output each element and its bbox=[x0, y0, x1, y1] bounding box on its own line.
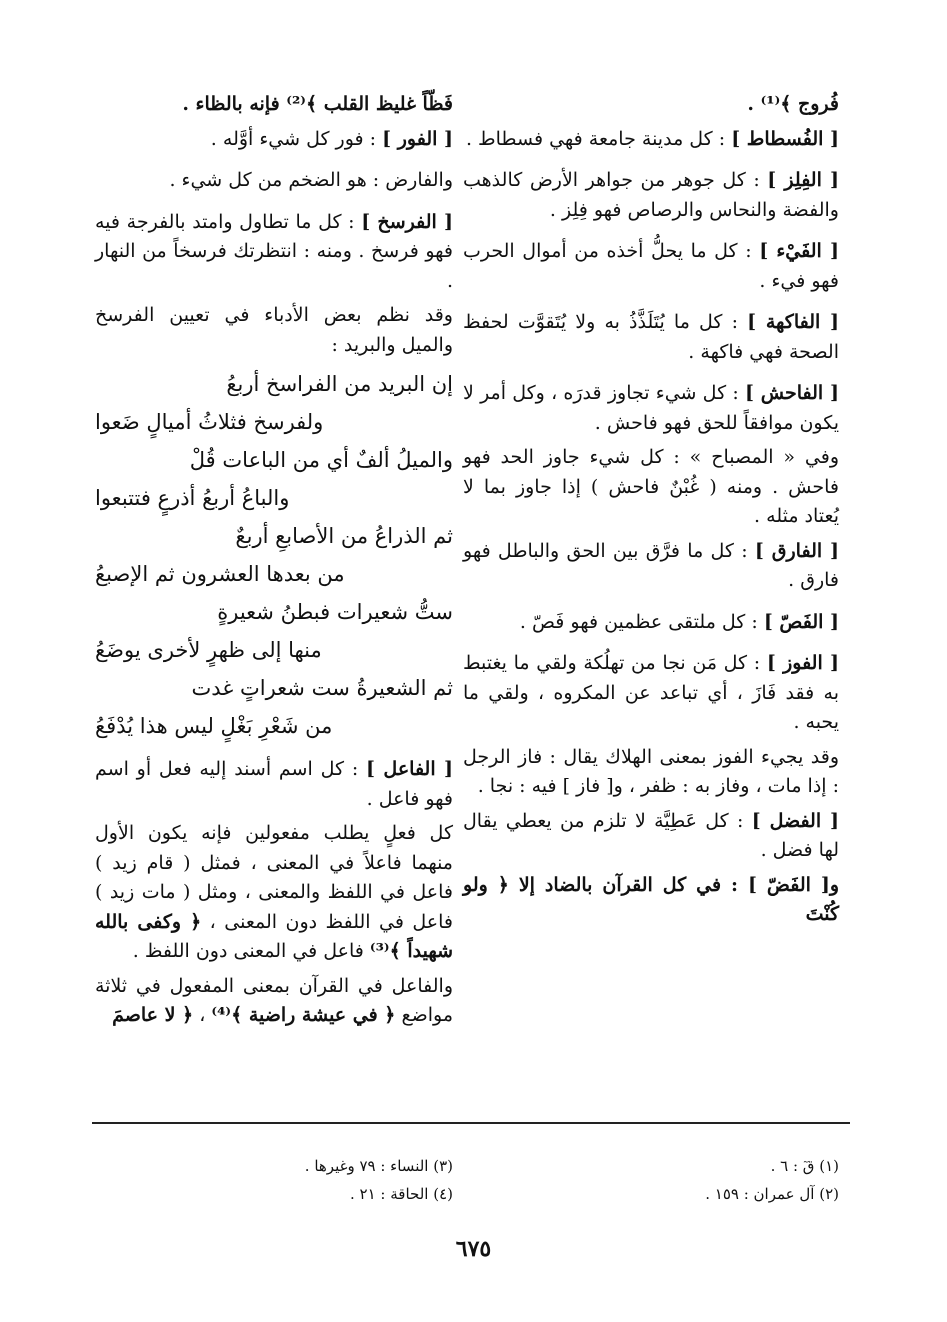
poem-hemistich: والميلُ ألفٌ أي من الباعات قُلْ bbox=[189, 448, 453, 472]
footnote: (٣) النساء : ٧٩ وغيرها . bbox=[304, 1157, 453, 1175]
entry-continuation-left: فَظّاً غليظ القلب ﴾⁽²⁾ فإنه بالظاء . bbox=[182, 93, 453, 115]
entry-text: : كل ملتقى عظمين فهو فَصّ . bbox=[519, 610, 764, 633]
entry-fahish bbox=[463, 379, 839, 438]
footnote-divider bbox=[92, 1122, 850, 1124]
entry-text: : فور كل شيء أوَّله . bbox=[210, 127, 383, 150]
entry-farsakh bbox=[95, 208, 453, 297]
entry-text: : كل جوهر من جواهر الأرض كالذهب والفضة والنحاس والرصاص فهو فِلِز . bbox=[463, 169, 839, 221]
entry-text: : كل ما فرَّق بين الحق والباطل فهو فارق . bbox=[463, 539, 839, 591]
entry-text: : كل مدينة جامعة فهي فسطاط . bbox=[465, 127, 732, 150]
entry-fass bbox=[463, 608, 839, 638]
quran-quote: ﴿ وكفى بالله شهيداً ﴾⁽³⁾ bbox=[95, 910, 453, 962]
entry-fakiha bbox=[463, 308, 839, 367]
entry-text: وقد يجيء الفوز بمعنى الهلاك يقال : فاز الرجل : إذا مات ، وفاز به : ظفر ، و[ فاز ] فيه : نجا . bbox=[463, 745, 839, 797]
poem-hemistich: ستُّ شعيرات فبطنُ شعيرةٍ bbox=[217, 600, 453, 624]
quran-quote: ﴿ في عيشة راضية ﴾⁽⁴⁾ bbox=[211, 1004, 396, 1026]
entry-farid bbox=[95, 166, 453, 196]
entry-fay bbox=[463, 237, 839, 296]
entry-term: [ الفاعل ] bbox=[366, 758, 454, 780]
page-number: ٦٧٥ bbox=[455, 1236, 492, 1262]
entry-text: وقد نظم بعض الأدباء في تعيين الفرسخ والميل والبريد : bbox=[95, 304, 453, 356]
entry-term: [ الفارق ] bbox=[754, 539, 839, 562]
entry-filiz bbox=[463, 166, 839, 225]
entry-text: كل فعلٍ يطلب مفعولين فإنه يكون الأول منهما فاعلاً في المعنى ، فمثل ( قام زيد ) فاعل في اللفظ والمعنى ، ومثل ( مات زيد ) فاعل في اللفظ دون المعنى ، bbox=[95, 822, 453, 933]
entry-faail bbox=[95, 755, 453, 814]
entry-nazm bbox=[95, 301, 453, 360]
entry-text: و[ الفَضّ ] : في كل القرآن بالضاد إلا ﴿ ولو كُنْتَ bbox=[463, 873, 839, 925]
footnote: (٤) الحاقة : ٢١ . bbox=[349, 1185, 453, 1203]
right-column bbox=[463, 90, 839, 942]
poem-hemistich: من بعدها العشرون ثم الإصبعُ bbox=[95, 562, 345, 586]
poem-hemistich: من شَعْرِ بَغْلٍ ليس هذا يُدْفَعُ bbox=[95, 714, 333, 738]
entry-term: [ الفضل ] bbox=[751, 809, 839, 832]
entry-term: [ الفُسطاط ] bbox=[731, 127, 839, 150]
poem bbox=[95, 365, 453, 745]
entry-fawr bbox=[95, 125, 453, 155]
left-column bbox=[95, 90, 453, 1043]
entry-term: [ الفَصّ ] bbox=[763, 610, 839, 633]
poem-hemistich: منها إلى ظهرٍ لأخرى يوضَعُ bbox=[95, 638, 322, 662]
poem-hemistich: ثم الشعيرةُ ست شعراتٍ غدت bbox=[191, 676, 453, 700]
entry-fadl bbox=[463, 807, 839, 866]
entry-misbah bbox=[463, 443, 839, 532]
poem-hemistich: ثم الذراعُ من الأصابعِ أربعٌ bbox=[235, 524, 453, 548]
entry-continuation: فُروج ﴾⁽¹⁾ . bbox=[747, 93, 839, 115]
poem-hemistich: ولفرسخ فثلاثُ أميالٍ ضَعوا bbox=[95, 410, 324, 434]
entry-fadd bbox=[463, 871, 839, 930]
entry-term: [ الفور ] bbox=[382, 127, 453, 150]
entry-term: [ الفرسخ ] bbox=[361, 210, 453, 233]
entry-term: [ الفوز ] bbox=[766, 652, 839, 674]
entry-text: : كل مَن نجا من تهلُكة ولقي ما يغتبط به فقد فَازَ ، أي تباعد عن المكروه ، ولقي ما يحبه . bbox=[463, 652, 839, 733]
footnote: (٢) آل عمران : ١٥٩ . bbox=[705, 1185, 839, 1203]
entry-text: : كل ما يُتَلَذَّذُ به ولا يُتَقوَّت لحفظ الصحة فهي فاكهة . bbox=[463, 311, 839, 363]
entry-text: : كل اسم أسند إليه فعل أو اسم فهو فاعل . bbox=[95, 758, 453, 810]
entry-kull-fil bbox=[95, 819, 453, 967]
footnotes-left bbox=[123, 1152, 453, 1208]
entry-fawz-halak bbox=[463, 743, 839, 802]
entry-fariq bbox=[463, 537, 839, 596]
quran-quote: ﴿ لا عاصمَ bbox=[112, 1004, 194, 1026]
poem-hemistich: إن البريد من الفراسخ أربعُ bbox=[226, 372, 453, 396]
entry-term: [ الفَيْء ] bbox=[759, 240, 839, 262]
entry-text: : كل ما يحلُّ أخذه من أموال الحرب فهو فيء . bbox=[463, 240, 839, 292]
entry-text: فاعل في المعنى دون اللفظ . bbox=[132, 940, 370, 962]
entry-term: [ الفاحش ] bbox=[744, 382, 839, 404]
entry-text: وفي « المصباح » : كل شيء جاوز الحد فهو فاحش . ومنه ( غُبْنٌ فاحش ) إذا جاوز بما لا يُعتاد مثله . bbox=[463, 446, 839, 527]
entry-term: [ الفِلِز ] bbox=[767, 169, 839, 191]
entry-text: : كل عَطِيَّة لا تلزم من يعطي يقال لها فضل . bbox=[463, 809, 839, 861]
entry-fustat bbox=[463, 125, 839, 155]
entry-fawz bbox=[463, 649, 839, 738]
entry-text: والفارض : هو الضخم من كل شيء . bbox=[169, 169, 453, 191]
footnote: (١) قٓ : ٦ . bbox=[770, 1157, 839, 1175]
footnotes-right bbox=[509, 1152, 839, 1208]
entry-text: : كل ما تطاول وامتد بالفرجة فيه فهو فرسخ . ومنه : انتظرتك فرسخاً من النهار . bbox=[95, 210, 453, 292]
entry-term: [ الفاكهة ] bbox=[747, 311, 839, 333]
poem-hemistich: والباعُ أربعُ أذرعٍ فتتبعوا bbox=[95, 486, 290, 510]
entry-faail-quran: والفاعل في القرآن بمعنى المفعول في ثلاثة مواضع ﴿ في عيشة راضية ﴾⁽⁴⁾ ، ﴿ لا عاصمَ bbox=[95, 974, 453, 1026]
entry-text: والفاعل في القرآن بمعنى المفعول في ثلاثة مواضع bbox=[95, 974, 453, 1026]
entry-text: : كل شيء تجاوز قدرَه ، وكل أمر لا يكون موافقاً للحق فهو فاحش . bbox=[463, 382, 839, 434]
